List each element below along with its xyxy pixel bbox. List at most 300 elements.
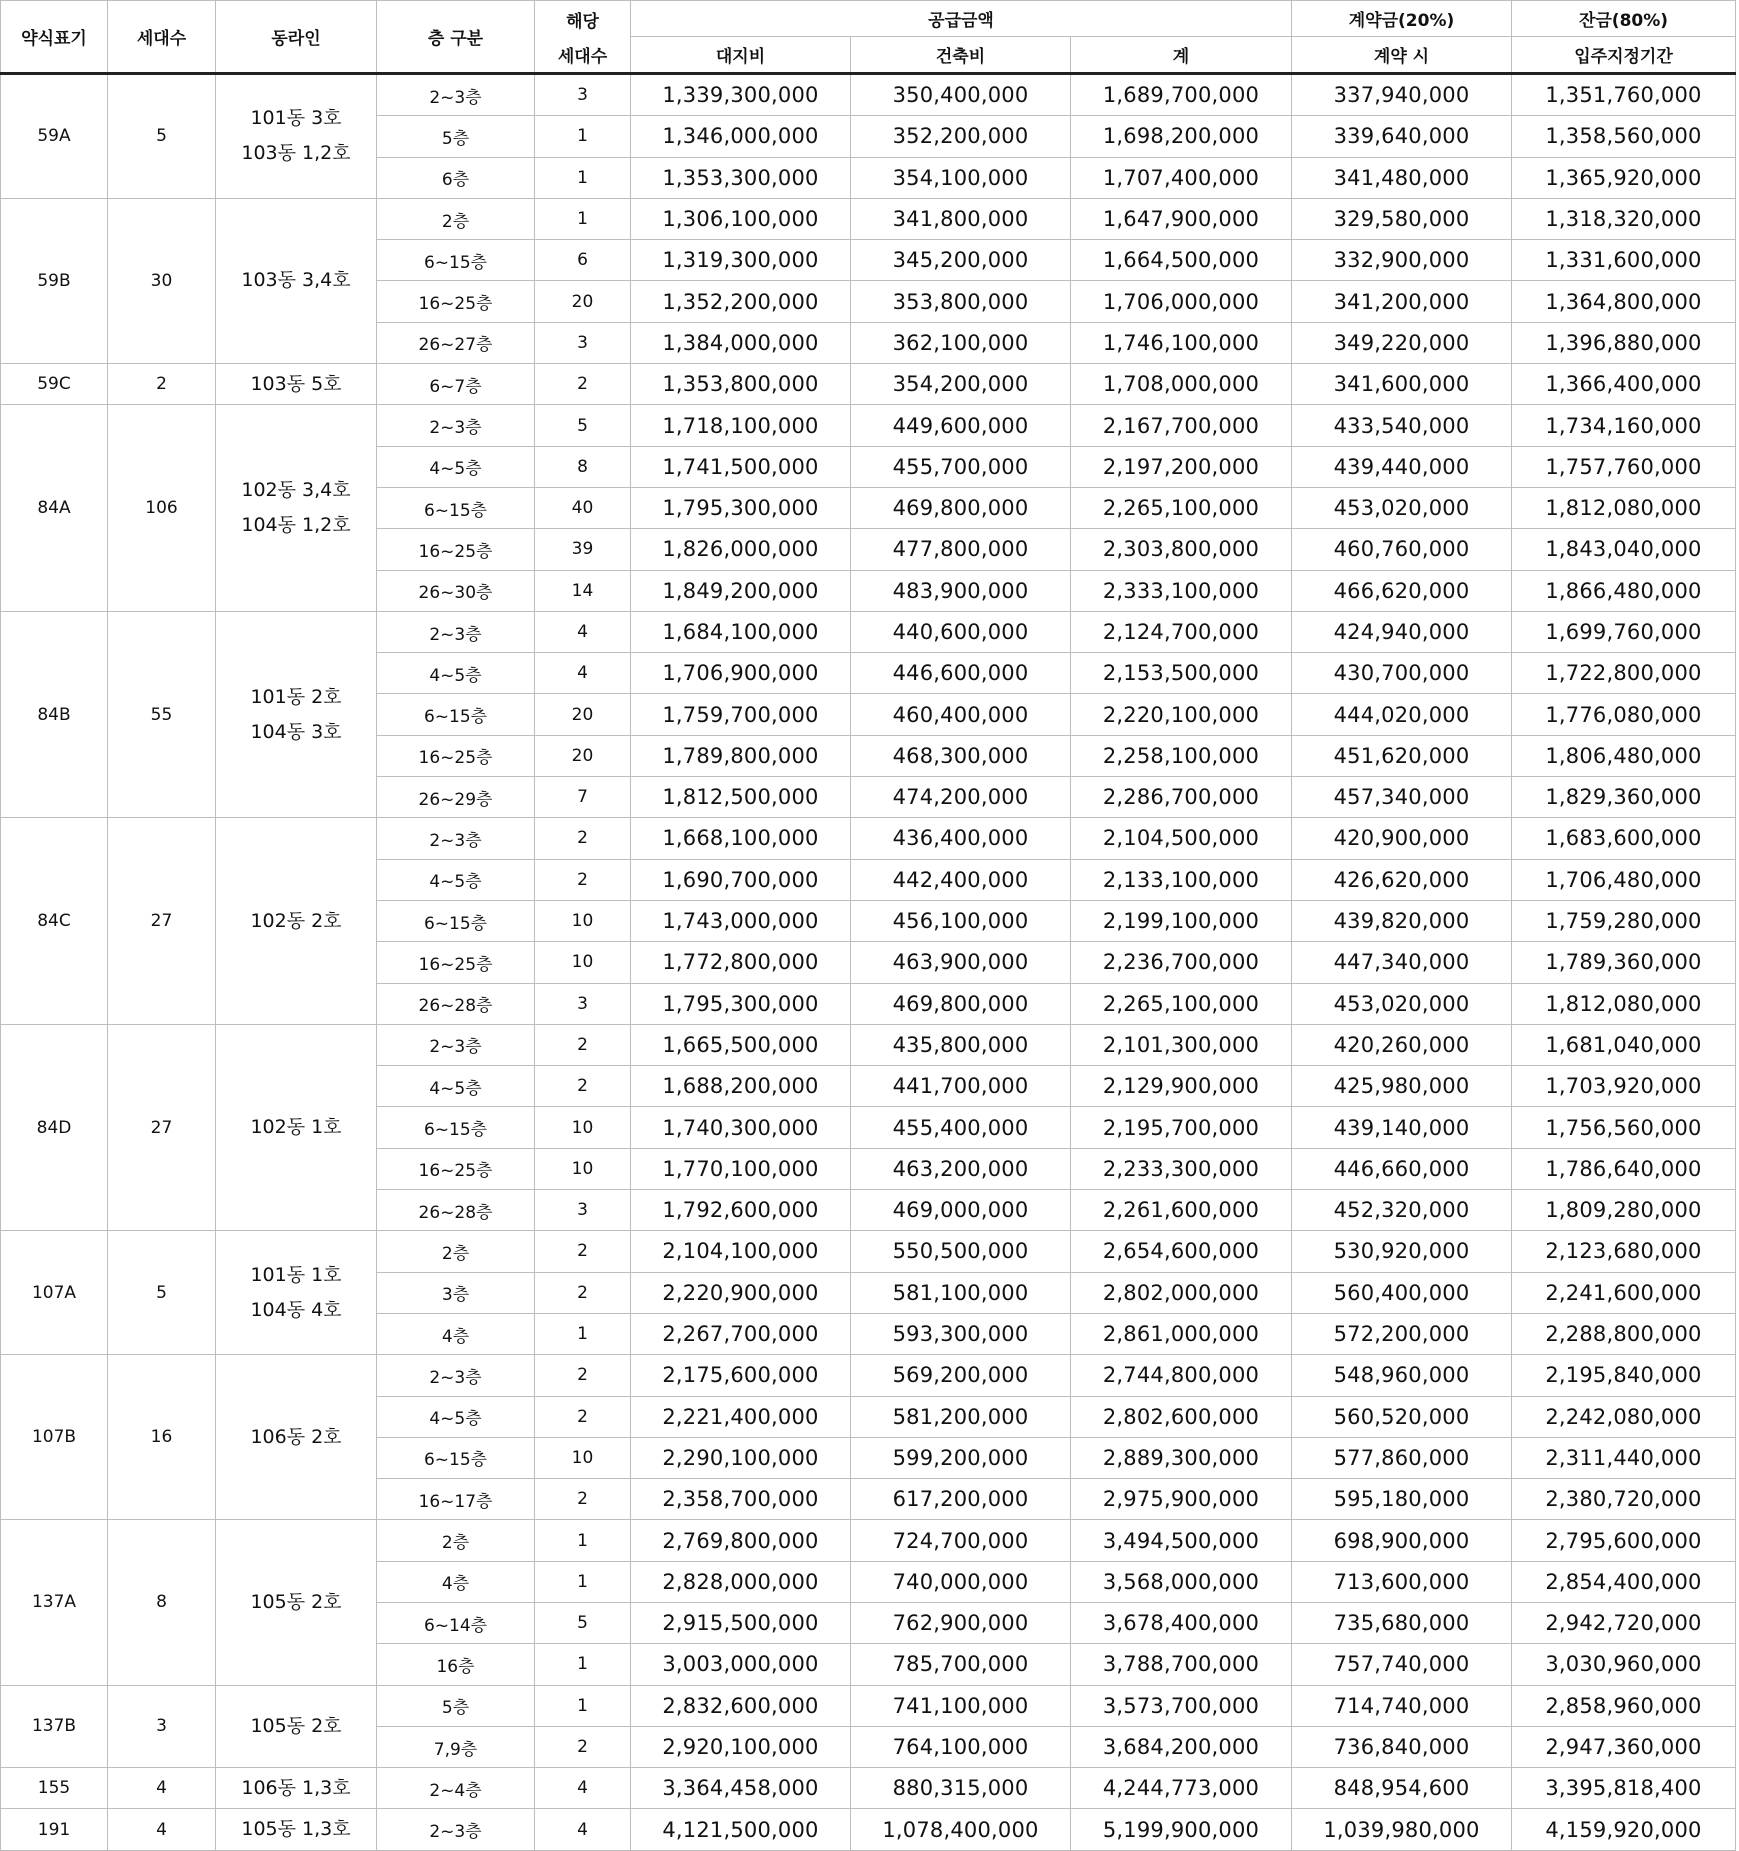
applicable-units-cell: 2 bbox=[535, 364, 631, 405]
applicable-units-cell: 6 bbox=[535, 240, 631, 281]
building-cost-cell: 593,300,000 bbox=[851, 1313, 1071, 1354]
applicable-units-cell: 1 bbox=[535, 157, 631, 198]
header-total: 계 bbox=[1071, 37, 1292, 74]
total-cost-cell: 2,104,500,000 bbox=[1071, 818, 1292, 859]
dong-line-cell bbox=[216, 1768, 377, 1809]
deposit-cell: 560,400,000 bbox=[1292, 1272, 1512, 1313]
floor-cell: 26~29층 bbox=[377, 777, 535, 818]
deposit-cell: 341,200,000 bbox=[1292, 281, 1512, 322]
header-deposit-sub: 계약 시 bbox=[1292, 37, 1512, 74]
balance-cell: 1,683,600,000 bbox=[1512, 818, 1736, 859]
applicable-units-cell: 1 bbox=[535, 1313, 631, 1354]
dong-line-text: 102동 1호 bbox=[250, 1116, 342, 1139]
balance-cell: 1,734,160,000 bbox=[1512, 405, 1736, 446]
applicable-units-cell: 5 bbox=[535, 405, 631, 446]
floor-cell: 2~4층 bbox=[377, 1768, 535, 1809]
land-cost-cell: 1,718,100,000 bbox=[631, 405, 851, 446]
total-cost-cell: 2,101,300,000 bbox=[1071, 1024, 1292, 1065]
balance-cell: 1,812,080,000 bbox=[1512, 983, 1736, 1024]
type-cell: 84B bbox=[1, 611, 108, 817]
floor-cell: 2~3층 bbox=[377, 1355, 535, 1396]
type-cell: 137B bbox=[1, 1685, 108, 1768]
deposit-cell: 426,620,000 bbox=[1292, 859, 1512, 900]
balance-cell: 1,364,800,000 bbox=[1512, 281, 1736, 322]
floor-cell: 4층 bbox=[377, 1313, 535, 1354]
land-cost-cell: 2,104,100,000 bbox=[631, 1231, 851, 1272]
building-cost-cell: 455,700,000 bbox=[851, 446, 1071, 487]
type-cell: 84C bbox=[1, 818, 108, 1024]
applicable-units-cell: 4 bbox=[535, 1809, 631, 1850]
floor-cell: 4~5층 bbox=[377, 446, 535, 487]
building-cost-cell: 352,200,000 bbox=[851, 116, 1071, 157]
header-balance: 잔금(80%) bbox=[1512, 1, 1736, 37]
total-cost-cell: 5,199,900,000 bbox=[1071, 1809, 1292, 1850]
floor-cell: 6~15층 bbox=[377, 240, 535, 281]
dong-line-cell bbox=[216, 1231, 377, 1355]
total-cost-cell: 2,133,100,000 bbox=[1071, 859, 1292, 900]
applicable-units-cell: 1 bbox=[535, 1520, 631, 1561]
land-cost-cell: 2,267,700,000 bbox=[631, 1313, 851, 1354]
dong-line-cell bbox=[216, 1024, 377, 1230]
building-cost-cell: 449,600,000 bbox=[851, 405, 1071, 446]
deposit-cell: 1,039,980,000 bbox=[1292, 1809, 1512, 1850]
applicable-units-cell: 40 bbox=[535, 487, 631, 528]
table-row bbox=[1, 1520, 1736, 1561]
deposit-cell: 714,740,000 bbox=[1292, 1685, 1512, 1726]
table-row bbox=[1, 74, 1736, 116]
building-cost-cell: 469,800,000 bbox=[851, 487, 1071, 528]
land-cost-cell: 1,789,800,000 bbox=[631, 735, 851, 776]
deposit-cell: 332,900,000 bbox=[1292, 240, 1512, 281]
building-cost-cell: 581,200,000 bbox=[851, 1396, 1071, 1437]
floor-cell: 16~25층 bbox=[377, 1148, 535, 1189]
dong-line-cell bbox=[216, 611, 377, 817]
applicable-units-cell: 2 bbox=[535, 1024, 631, 1065]
applicable-units-cell: 4 bbox=[535, 653, 631, 694]
floor-cell: 26~27층 bbox=[377, 322, 535, 363]
floor-cell: 6~15층 bbox=[377, 1107, 535, 1148]
dong-line-cell bbox=[216, 1520, 377, 1685]
units-cell: 4 bbox=[108, 1768, 216, 1809]
building-cost-cell: 440,600,000 bbox=[851, 611, 1071, 652]
floor-cell: 6층 bbox=[377, 157, 535, 198]
units-cell: 2 bbox=[108, 364, 216, 405]
building-cost-cell: 477,800,000 bbox=[851, 529, 1071, 570]
deposit-cell: 349,220,000 bbox=[1292, 322, 1512, 363]
table-header bbox=[1, 1, 1736, 74]
applicable-units-cell: 20 bbox=[535, 281, 631, 322]
total-cost-cell: 3,684,200,000 bbox=[1071, 1726, 1292, 1767]
dong-line-cell bbox=[216, 74, 377, 199]
deposit-cell: 337,940,000 bbox=[1292, 74, 1512, 116]
floor-cell: 5층 bbox=[377, 116, 535, 157]
deposit-cell: 530,920,000 bbox=[1292, 1231, 1512, 1272]
applicable-units-cell: 2 bbox=[535, 1231, 631, 1272]
header-applicable-units bbox=[535, 1, 631, 74]
total-cost-cell: 2,197,200,000 bbox=[1071, 446, 1292, 487]
type-cell: 84A bbox=[1, 405, 108, 611]
header-floor: 층 구분 bbox=[377, 1, 535, 74]
balance-cell: 2,947,360,000 bbox=[1512, 1726, 1736, 1767]
dong-line-text: 104동 3호 bbox=[250, 720, 342, 743]
balance-cell: 1,776,080,000 bbox=[1512, 694, 1736, 735]
deposit-cell: 341,600,000 bbox=[1292, 364, 1512, 405]
floor-cell: 2~3층 bbox=[377, 405, 535, 446]
balance-cell: 3,395,818,400 bbox=[1512, 1768, 1736, 1809]
building-cost-cell: 456,100,000 bbox=[851, 900, 1071, 941]
dong-line-text: 101동 1호 bbox=[250, 1263, 342, 1286]
building-cost-cell: 446,600,000 bbox=[851, 653, 1071, 694]
floor-cell: 4~5층 bbox=[377, 1066, 535, 1107]
table-row bbox=[1, 1231, 1736, 1272]
land-cost-cell: 3,003,000,000 bbox=[631, 1644, 851, 1685]
dong-line-text: 105동 2호 bbox=[250, 1714, 342, 1737]
deposit-cell: 595,180,000 bbox=[1292, 1479, 1512, 1520]
floor-cell: 2~3층 bbox=[377, 611, 535, 652]
balance-cell: 1,396,880,000 bbox=[1512, 322, 1736, 363]
deposit-cell: 439,820,000 bbox=[1292, 900, 1512, 941]
total-cost-cell: 2,654,600,000 bbox=[1071, 1231, 1292, 1272]
table-row bbox=[1, 1355, 1736, 1396]
building-cost-cell: 341,800,000 bbox=[851, 198, 1071, 239]
balance-cell: 1,757,760,000 bbox=[1512, 446, 1736, 487]
total-cost-cell: 3,678,400,000 bbox=[1071, 1602, 1292, 1643]
floor-cell: 4~5층 bbox=[377, 653, 535, 694]
type-cell: 107B bbox=[1, 1355, 108, 1520]
balance-cell: 1,331,600,000 bbox=[1512, 240, 1736, 281]
total-cost-cell: 2,889,300,000 bbox=[1071, 1437, 1292, 1478]
units-cell: 5 bbox=[108, 1231, 216, 1355]
applicable-units-cell: 2 bbox=[535, 1272, 631, 1313]
land-cost-cell: 1,339,300,000 bbox=[631, 74, 851, 116]
balance-cell: 1,351,760,000 bbox=[1512, 74, 1736, 116]
land-cost-cell: 2,358,700,000 bbox=[631, 1479, 851, 1520]
header-deposit: 계약금(20%) bbox=[1292, 1, 1512, 37]
units-cell: 106 bbox=[108, 405, 216, 611]
floor-cell: 2~3층 bbox=[377, 74, 535, 116]
land-cost-cell: 2,915,500,000 bbox=[631, 1602, 851, 1643]
applicable-units-cell: 10 bbox=[535, 1148, 631, 1189]
floor-cell: 2층 bbox=[377, 1231, 535, 1272]
balance-cell: 1,806,480,000 bbox=[1512, 735, 1736, 776]
deposit-cell: 572,200,000 bbox=[1292, 1313, 1512, 1354]
table-row bbox=[1, 1768, 1736, 1809]
units-cell: 55 bbox=[108, 611, 216, 817]
type-cell: 59B bbox=[1, 198, 108, 363]
total-cost-cell: 4,244,773,000 bbox=[1071, 1768, 1292, 1809]
deposit-cell: 757,740,000 bbox=[1292, 1644, 1512, 1685]
total-cost-cell: 2,199,100,000 bbox=[1071, 900, 1292, 941]
land-cost-cell: 1,795,300,000 bbox=[631, 983, 851, 1024]
deposit-cell: 339,640,000 bbox=[1292, 116, 1512, 157]
total-cost-cell: 1,664,500,000 bbox=[1071, 240, 1292, 281]
balance-cell: 2,288,800,000 bbox=[1512, 1313, 1736, 1354]
deposit-cell: 420,900,000 bbox=[1292, 818, 1512, 859]
units-cell: 27 bbox=[108, 1024, 216, 1230]
land-cost-cell: 1,792,600,000 bbox=[631, 1190, 851, 1231]
applicable-units-cell: 14 bbox=[535, 570, 631, 611]
balance-cell: 1,681,040,000 bbox=[1512, 1024, 1736, 1065]
header-balance-sub: 입주지정기간 bbox=[1512, 37, 1736, 74]
land-cost-cell: 1,688,200,000 bbox=[631, 1066, 851, 1107]
total-cost-cell: 2,802,000,000 bbox=[1071, 1272, 1292, 1313]
building-cost-cell: 474,200,000 bbox=[851, 777, 1071, 818]
land-cost-cell: 1,668,100,000 bbox=[631, 818, 851, 859]
type-cell: 59A bbox=[1, 74, 108, 199]
land-cost-cell: 1,759,700,000 bbox=[631, 694, 851, 735]
land-cost-cell: 2,832,600,000 bbox=[631, 1685, 851, 1726]
dong-line-text: 106동 2호 bbox=[250, 1425, 342, 1448]
land-cost-cell: 2,769,800,000 bbox=[631, 1520, 851, 1561]
land-cost-cell: 1,706,900,000 bbox=[631, 653, 851, 694]
dong-line-cell bbox=[216, 405, 377, 611]
applicable-units-cell: 20 bbox=[535, 735, 631, 776]
floor-cell: 26~30층 bbox=[377, 570, 535, 611]
building-cost-cell: 569,200,000 bbox=[851, 1355, 1071, 1396]
floor-cell: 2층 bbox=[377, 1520, 535, 1561]
deposit-cell: 453,020,000 bbox=[1292, 983, 1512, 1024]
type-cell: 155 bbox=[1, 1768, 108, 1809]
balance-cell: 1,759,280,000 bbox=[1512, 900, 1736, 941]
applicable-units-cell: 2 bbox=[535, 1479, 631, 1520]
floor-cell: 26~28층 bbox=[377, 1190, 535, 1231]
total-cost-cell: 2,124,700,000 bbox=[1071, 611, 1292, 652]
building-cost-cell: 354,100,000 bbox=[851, 157, 1071, 198]
dong-line-cell bbox=[216, 1809, 377, 1850]
total-cost-cell: 2,265,100,000 bbox=[1071, 983, 1292, 1024]
header-dong-line: 동라인 bbox=[216, 1, 377, 74]
deposit-cell: 424,940,000 bbox=[1292, 611, 1512, 652]
land-cost-cell: 2,221,400,000 bbox=[631, 1396, 851, 1437]
applicable-units-cell: 10 bbox=[535, 942, 631, 983]
type-cell: 84D bbox=[1, 1024, 108, 1230]
land-cost-cell: 1,684,100,000 bbox=[631, 611, 851, 652]
floor-cell: 16층 bbox=[377, 1644, 535, 1685]
building-cost-cell: 353,800,000 bbox=[851, 281, 1071, 322]
applicable-units-cell: 2 bbox=[535, 1355, 631, 1396]
land-cost-cell: 1,306,100,000 bbox=[631, 198, 851, 239]
applicable-units-cell: 2 bbox=[535, 818, 631, 859]
units-cell: 5 bbox=[108, 74, 216, 199]
deposit-cell: 698,900,000 bbox=[1292, 1520, 1512, 1561]
applicable-units-cell: 1 bbox=[535, 1685, 631, 1726]
applicable-units-cell: 10 bbox=[535, 900, 631, 941]
dong-line-text: 103동 1,2호 bbox=[241, 142, 351, 165]
deposit-cell: 439,440,000 bbox=[1292, 446, 1512, 487]
floor-cell: 7,9층 bbox=[377, 1726, 535, 1767]
deposit-cell: 457,340,000 bbox=[1292, 777, 1512, 818]
dong-line-text: 106동 1,3호 bbox=[241, 1776, 351, 1799]
total-cost-cell: 1,647,900,000 bbox=[1071, 198, 1292, 239]
balance-cell: 2,311,440,000 bbox=[1512, 1437, 1736, 1478]
balance-cell: 1,706,480,000 bbox=[1512, 859, 1736, 900]
deposit-cell: 735,680,000 bbox=[1292, 1602, 1512, 1643]
balance-cell: 2,195,840,000 bbox=[1512, 1355, 1736, 1396]
total-cost-cell: 2,802,600,000 bbox=[1071, 1396, 1292, 1437]
balance-cell: 3,030,960,000 bbox=[1512, 1644, 1736, 1685]
land-cost-cell: 1,353,800,000 bbox=[631, 364, 851, 405]
units-cell: 16 bbox=[108, 1355, 216, 1520]
floor-cell: 2~3층 bbox=[377, 818, 535, 859]
total-cost-cell: 1,708,000,000 bbox=[1071, 364, 1292, 405]
balance-cell: 1,866,480,000 bbox=[1512, 570, 1736, 611]
deposit-cell: 420,260,000 bbox=[1292, 1024, 1512, 1065]
total-cost-cell: 1,746,100,000 bbox=[1071, 322, 1292, 363]
applicable-units-cell: 2 bbox=[535, 859, 631, 900]
units-cell: 8 bbox=[108, 1520, 216, 1685]
table-body bbox=[1, 74, 1736, 1851]
deposit-cell: 577,860,000 bbox=[1292, 1437, 1512, 1478]
units-cell: 4 bbox=[108, 1809, 216, 1850]
land-cost-cell: 3,364,458,000 bbox=[631, 1768, 851, 1809]
dong-line-text: 101동 2호 bbox=[250, 685, 342, 708]
total-cost-cell: 2,861,000,000 bbox=[1071, 1313, 1292, 1354]
deposit-cell: 466,620,000 bbox=[1292, 570, 1512, 611]
building-cost-cell: 785,700,000 bbox=[851, 1644, 1071, 1685]
balance-cell: 2,942,720,000 bbox=[1512, 1602, 1736, 1643]
dong-line-text: 105동 1,3호 bbox=[241, 1818, 351, 1841]
balance-cell: 1,829,360,000 bbox=[1512, 777, 1736, 818]
dong-line-cell bbox=[216, 364, 377, 405]
building-cost-cell: 550,500,000 bbox=[851, 1231, 1071, 1272]
applicable-units-cell: 39 bbox=[535, 529, 631, 570]
building-cost-cell: 463,200,000 bbox=[851, 1148, 1071, 1189]
building-cost-cell: 762,900,000 bbox=[851, 1602, 1071, 1643]
deposit-cell: 439,140,000 bbox=[1292, 1107, 1512, 1148]
floor-cell: 6~15층 bbox=[377, 694, 535, 735]
deposit-cell: 444,020,000 bbox=[1292, 694, 1512, 735]
dong-line-cell bbox=[216, 818, 377, 1024]
building-cost-cell: 354,200,000 bbox=[851, 364, 1071, 405]
floor-cell: 16~25층 bbox=[377, 529, 535, 570]
balance-cell: 1,722,800,000 bbox=[1512, 653, 1736, 694]
dong-line-cell bbox=[216, 1685, 377, 1768]
total-cost-cell: 2,129,900,000 bbox=[1071, 1066, 1292, 1107]
header-units: 세대수 bbox=[108, 1, 216, 74]
applicable-units-cell: 7 bbox=[535, 777, 631, 818]
floor-cell: 6~15층 bbox=[377, 487, 535, 528]
applicable-units-cell: 1 bbox=[535, 1561, 631, 1602]
balance-cell: 1,756,560,000 bbox=[1512, 1107, 1736, 1148]
balance-cell: 2,241,600,000 bbox=[1512, 1272, 1736, 1313]
applicable-units-cell: 3 bbox=[535, 322, 631, 363]
land-cost-cell: 1,740,300,000 bbox=[631, 1107, 851, 1148]
land-cost-cell: 4,121,500,000 bbox=[631, 1809, 851, 1850]
floor-cell: 2~3층 bbox=[377, 1809, 535, 1850]
total-cost-cell: 2,220,100,000 bbox=[1071, 694, 1292, 735]
balance-cell: 1,843,040,000 bbox=[1512, 529, 1736, 570]
building-cost-cell: 460,400,000 bbox=[851, 694, 1071, 735]
floor-cell: 6~14층 bbox=[377, 1602, 535, 1643]
total-cost-cell: 1,707,400,000 bbox=[1071, 157, 1292, 198]
land-cost-cell: 1,352,200,000 bbox=[631, 281, 851, 322]
total-cost-cell: 3,494,500,000 bbox=[1071, 1520, 1292, 1561]
land-cost-cell: 1,665,500,000 bbox=[631, 1024, 851, 1065]
applicable-units-cell: 20 bbox=[535, 694, 631, 735]
dong-line-text: 103동 5호 bbox=[250, 372, 342, 395]
building-cost-cell: 463,900,000 bbox=[851, 942, 1071, 983]
building-cost-cell: 581,100,000 bbox=[851, 1272, 1071, 1313]
dong-line-cell bbox=[216, 198, 377, 363]
building-cost-cell: 441,700,000 bbox=[851, 1066, 1071, 1107]
balance-cell: 1,365,920,000 bbox=[1512, 157, 1736, 198]
building-cost-cell: 483,900,000 bbox=[851, 570, 1071, 611]
building-cost-cell: 436,400,000 bbox=[851, 818, 1071, 859]
balance-cell: 2,854,400,000 bbox=[1512, 1561, 1736, 1602]
total-cost-cell: 2,258,100,000 bbox=[1071, 735, 1292, 776]
header-type: 약식표기 bbox=[1, 1, 108, 74]
building-cost-cell: 469,800,000 bbox=[851, 983, 1071, 1024]
applicable-units-cell: 2 bbox=[535, 1396, 631, 1437]
dong-line-text: 105동 2호 bbox=[250, 1590, 342, 1613]
land-cost-cell: 2,828,000,000 bbox=[631, 1561, 851, 1602]
total-cost-cell: 2,333,100,000 bbox=[1071, 570, 1292, 611]
deposit-cell: 736,840,000 bbox=[1292, 1726, 1512, 1767]
land-cost-cell: 1,826,000,000 bbox=[631, 529, 851, 570]
land-cost-cell: 1,346,000,000 bbox=[631, 116, 851, 157]
balance-cell: 1,358,560,000 bbox=[1512, 116, 1736, 157]
balance-cell: 2,242,080,000 bbox=[1512, 1396, 1736, 1437]
balance-cell: 1,703,920,000 bbox=[1512, 1066, 1736, 1107]
table-row bbox=[1, 1685, 1736, 1726]
land-cost-cell: 1,849,200,000 bbox=[631, 570, 851, 611]
deposit-cell: 447,340,000 bbox=[1292, 942, 1512, 983]
land-cost-cell: 1,384,000,000 bbox=[631, 322, 851, 363]
total-cost-cell: 3,568,000,000 bbox=[1071, 1561, 1292, 1602]
floor-cell: 4~5층 bbox=[377, 859, 535, 900]
table-row bbox=[1, 818, 1736, 859]
land-cost-cell: 1,690,700,000 bbox=[631, 859, 851, 900]
land-cost-cell: 2,175,600,000 bbox=[631, 1355, 851, 1396]
total-cost-cell: 2,233,300,000 bbox=[1071, 1148, 1292, 1189]
land-cost-cell: 1,353,300,000 bbox=[631, 157, 851, 198]
building-cost-cell: 1,078,400,000 bbox=[851, 1809, 1071, 1850]
total-cost-cell: 2,236,700,000 bbox=[1071, 942, 1292, 983]
deposit-cell: 848,954,600 bbox=[1292, 1768, 1512, 1809]
land-cost-cell: 1,741,500,000 bbox=[631, 446, 851, 487]
table-row bbox=[1, 1024, 1736, 1065]
applicable-units-cell: 5 bbox=[535, 1602, 631, 1643]
deposit-cell: 560,520,000 bbox=[1292, 1396, 1512, 1437]
balance-cell: 2,380,720,000 bbox=[1512, 1479, 1736, 1520]
land-cost-cell: 2,290,100,000 bbox=[631, 1437, 851, 1478]
units-cell: 30 bbox=[108, 198, 216, 363]
balance-cell: 1,786,640,000 bbox=[1512, 1148, 1736, 1189]
balance-cell: 1,699,760,000 bbox=[1512, 611, 1736, 652]
land-cost-cell: 2,920,100,000 bbox=[631, 1726, 851, 1767]
table-row bbox=[1, 364, 1736, 405]
balance-cell: 1,789,360,000 bbox=[1512, 942, 1736, 983]
total-cost-cell: 2,195,700,000 bbox=[1071, 1107, 1292, 1148]
land-cost-cell: 1,812,500,000 bbox=[631, 777, 851, 818]
building-cost-cell: 362,100,000 bbox=[851, 322, 1071, 363]
deposit-cell: 430,700,000 bbox=[1292, 653, 1512, 694]
total-cost-cell: 2,744,800,000 bbox=[1071, 1355, 1292, 1396]
applicable-units-cell: 3 bbox=[535, 1190, 631, 1231]
table-row bbox=[1, 611, 1736, 652]
land-cost-cell: 1,743,000,000 bbox=[631, 900, 851, 941]
applicable-units-cell: 10 bbox=[535, 1107, 631, 1148]
applicable-units-cell: 3 bbox=[535, 983, 631, 1024]
balance-cell: 1,318,320,000 bbox=[1512, 198, 1736, 239]
table-row bbox=[1, 405, 1736, 446]
balance-cell: 1,812,080,000 bbox=[1512, 487, 1736, 528]
applicable-units-cell: 4 bbox=[535, 1768, 631, 1809]
header-building: 건축비 bbox=[851, 37, 1071, 74]
building-cost-cell: 764,100,000 bbox=[851, 1726, 1071, 1767]
units-cell: 27 bbox=[108, 818, 216, 1024]
type-cell: 107A bbox=[1, 1231, 108, 1355]
